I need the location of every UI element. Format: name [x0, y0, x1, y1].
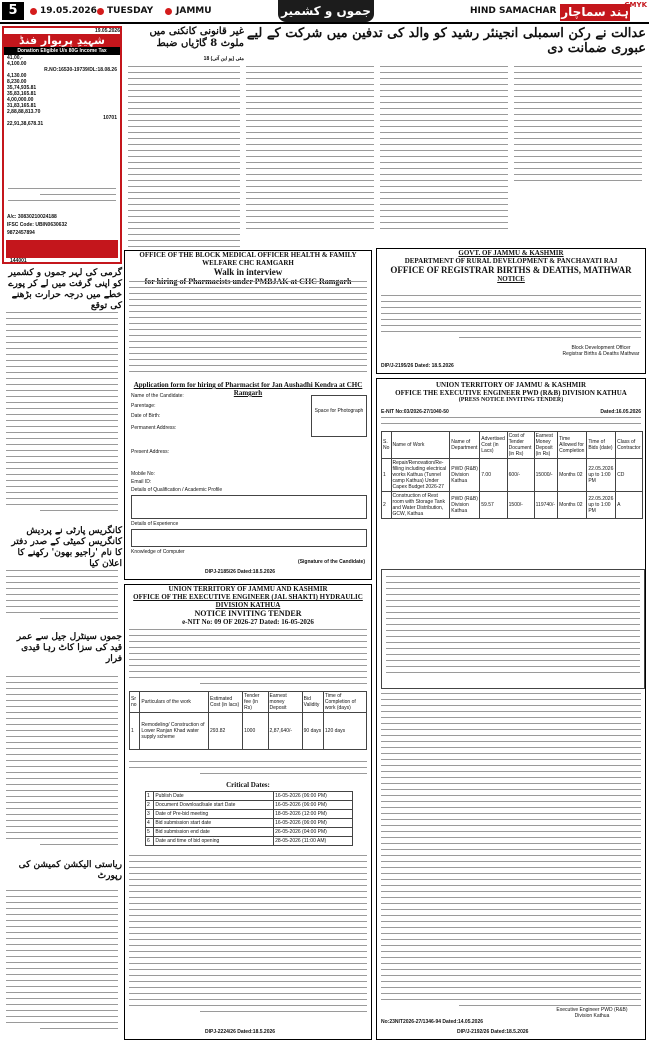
form-field-qualification: Details of Qualification / Academic Profile [131, 487, 223, 493]
table-cell: Months 02 [558, 492, 587, 519]
ad-amount: 2,88,88,813.70 [7, 109, 41, 115]
ad-amount: 10701 [103, 115, 117, 121]
headline-text: ریاستی الیکشن کمیشن کی رپورٹ [18, 860, 122, 881]
table-cell: 3 [146, 810, 154, 819]
pwd-office: OFFICE THE EXECUTIVE ENGINEER PWD (R&B) DIVISION KATHUA [395, 389, 627, 397]
walkin-title: Walk in interview [213, 267, 283, 277]
table-header: Earnest money Deposit [268, 692, 302, 713]
registrar-notice [376, 248, 646, 374]
notice-dipj: DIP/J-2195/26 Dated: 18.5.2026 [381, 363, 454, 369]
article-heatwave [2, 312, 122, 522]
form-field-computer: Knowledge of Computer [131, 549, 185, 555]
table-cell: 16-05-2026 (06:00 PM) [274, 792, 353, 801]
notice-title: NOTICE [497, 275, 525, 283]
ad-subtitle: Donation Eligible U/s 80G Income Tax [4, 47, 120, 55]
table-cell: 16-05-2026 (06:00 PM) [274, 801, 353, 810]
pwd-sub: (PRESS NOTICE INVITING TENDER) [458, 397, 564, 403]
table-cell: CD [616, 459, 643, 492]
table-cell: 59.57 [480, 492, 507, 519]
form-field-parentage: Parentage: [131, 403, 156, 409]
nit-dipj: DIPJ-2224/26 Dated:18.5.2026 [205, 1029, 276, 1035]
bullet-icon [30, 8, 37, 15]
table-header: Name of Work [391, 432, 450, 459]
ad-amount: 4,00,000.00 [7, 97, 34, 103]
table-header: Time of Completion of work (days) [323, 692, 366, 713]
table-cell: 600/- [507, 459, 534, 492]
table-cell: Publish Date [154, 792, 274, 801]
ad-account: A/c: 30830210024188 [7, 214, 57, 220]
experience-table [131, 529, 367, 547]
pwd-dates-table [381, 569, 645, 689]
top-right-headline [246, 26, 646, 62]
headline-text: غیر قانونی کانکنی میں ملوث 8 گاڑیاں ضبط [149, 26, 244, 49]
table-cell: 15000/- [534, 459, 558, 492]
article-congress [2, 570, 122, 630]
notice-dept: DEPARTMENT OF RURAL DEVELOPMENT & PANCHAYATI RAJ [404, 257, 618, 265]
photo-label: Space for Photograph [314, 408, 364, 414]
table-cell: Date of Pre-bid meeting [154, 810, 274, 819]
table-cell: 2 [146, 801, 154, 810]
ad-amount: 22,91,38,678.31 [7, 121, 44, 127]
table-header: Class of Contractor [616, 432, 643, 459]
ad-rno: R.NO:16530-19739/DL:18.08.26 [44, 67, 117, 73]
table-header: Cost of Tender Document (in Rs) [507, 432, 534, 459]
table-header: Advertised Cost (in Lacs) [480, 432, 507, 459]
table-header: Estimated Cost (in lacs) [208, 692, 242, 713]
table-cell: 120 days [323, 713, 366, 750]
table-cell: 22.05.2026 up to 1:00 PM [587, 459, 616, 492]
pwd-dated: Dated:16.05.2026 [600, 409, 641, 415]
form-field-dob: Date of Birth: [131, 413, 161, 419]
ad-amount: 35,74,935.81 [7, 85, 37, 91]
table-header: Time Allowed for Completion [558, 432, 587, 459]
ad-footer-banner [6, 240, 118, 258]
table-cell: PWD (R&B) Division Kathua [450, 492, 480, 519]
ad-amount: 35,83,165.81 [7, 91, 37, 97]
pwd-org: UNION TERRITORY OF JAMMU & KASHMIR [435, 381, 587, 389]
nit-title: NOTICE INVITING TENDER [194, 609, 302, 618]
cmyk-label: CMYK [624, 1, 647, 9]
ad-amount: 41,00,- [7, 55, 23, 61]
form-field-mobile: Mobile No: [131, 471, 155, 477]
pwd-ref: No:23NIT2026-27/1346-94 Dated:14.05.2026 [381, 1019, 484, 1025]
walkin-interview-notice [124, 250, 372, 580]
critical-dates-table [145, 791, 353, 846]
headline-congress [2, 526, 122, 569]
header-city: JAMMU [176, 6, 212, 16]
form-field-name: Name of the Candidate: [131, 393, 184, 399]
donation-ad [2, 26, 122, 264]
table-header: Time of Bids (date) [587, 432, 616, 459]
ad-pin: 144001 [10, 258, 27, 264]
nit-office: OFFICE OF THE EXECUTIVE ENGINEER (JAL SHAKTI) HYDRAULIC DIVISION KATHUA [133, 593, 363, 609]
headline-jail [2, 632, 122, 672]
ad-amount: 4,100.00 [7, 61, 27, 67]
table-header: Name of Department [450, 432, 480, 459]
table-header: S. No [382, 432, 392, 459]
table-cell: 16-05-2026 (06:00 PM) [274, 819, 353, 828]
photo-box [311, 395, 367, 437]
ad-date: 19.05.2026 [94, 28, 120, 34]
ad-ifsc: IFSC Code: UBIN0630632 [7, 222, 68, 228]
walkin-office: OFFICE OF THE BLOCK MEDICAL OFFICER HEALTH & FAMILY WELFARE CHC RAMGARH [139, 251, 357, 267]
bullet-icon [165, 8, 172, 15]
nit-ref: e-NIT No: 09 OF 2026-27 Dated: 16-05-2026 [182, 618, 314, 626]
table-cell: 6 [146, 837, 154, 846]
bullet-icon [97, 8, 104, 15]
pwd-signature: Executive Engineer PWD (R&B) Division Kathua [556, 1007, 628, 1019]
table-cell: Months 02 [558, 459, 587, 492]
nit-pwd-notice [376, 378, 646, 1040]
table-cell: 4 [146, 819, 154, 828]
table-cell: A [616, 492, 643, 519]
headline-election [2, 860, 122, 886]
table-cell: 1 [382, 459, 392, 492]
pwd-nit: E-NIT No:03/2026-27/1040-50 [381, 409, 449, 415]
article-jail [2, 676, 122, 856]
headline-text: کانگریس پارٹی نے پردیش کانگریس کمیٹی کے صدر دفتر کا نام 'راجیو بھون' رکھنے کا اعلان کیا [11, 526, 122, 569]
headline-text: گرمی کی لہر جموں و کشمیر کو اپنی گرفت میں لے کر پورے خطے میں درجہ حرارت بڑھنے کی توقع [8, 268, 122, 311]
ad-amount: 8,230.00 [7, 79, 27, 85]
table-header: Tender fee (in Rs) [243, 692, 268, 713]
table-cell: 1 [146, 792, 154, 801]
table-header: Particulars of the work [140, 692, 209, 713]
form-field-email: Email ID: [131, 479, 152, 485]
table-cell: 1000 [243, 713, 268, 750]
paper-name: HIND SAMACHAR [470, 6, 557, 16]
nit-hydraulic-notice [124, 584, 372, 1040]
critical-dates-title: Critical Dates: [226, 781, 270, 789]
dateline: 18 مئی (یو این آئی) [203, 56, 244, 62]
page-number: 5 [2, 2, 24, 20]
table-cell: 26-05-2026 (04:00 PM) [274, 828, 353, 837]
nit-org: UNION TERRITORY OF JAMMU AND KASHMIR [168, 585, 328, 593]
table-header: Sr no [130, 692, 140, 713]
table-cell: 293.82 [208, 713, 242, 750]
ad-amount: 4,130.00 [7, 73, 27, 79]
article-engineer-rashid [246, 66, 646, 244]
walkin-signature: (Signature of the Candidate) [298, 559, 365, 565]
table-cell: Repair/Renovation/Re-filling including electrical works Kathua (Tunnel camp Kathua) Under Capex Budget 2026-27 [391, 459, 450, 492]
table-cell: 90 days [302, 713, 323, 750]
form-field-present-address: Present Address: [131, 449, 170, 455]
table-cell: PWD (R&B) Division Kathua [450, 459, 480, 492]
ad-amount: 31,83,165.81 [7, 103, 37, 109]
table-header: Bid Validity [302, 692, 323, 713]
section-banner: جموں و کشمیر [278, 0, 374, 22]
walkin-dipj: DIPJ-2185/26 Dated:18.5.2026 [205, 569, 276, 575]
headline-mining [124, 26, 244, 52]
notice-govt: GOVT. OF JAMMU & KASHMIR [458, 249, 564, 257]
table-cell: 22.05.2026 up to 1:00 PM [587, 492, 616, 519]
table-cell: Bid submission end date [154, 828, 274, 837]
table-cell: Document Download/sale start Date [154, 801, 274, 810]
article-election [2, 890, 122, 1040]
nit-work-table [129, 691, 367, 750]
notice-signature: Block Development Officer Registrar Births & Deaths Mathwar [562, 345, 640, 357]
table-cell: 18-05-2026 (12:00 PM) [274, 810, 353, 819]
headline-heatwave [2, 268, 122, 311]
table-cell: Construction of Rest room with Storage Tank and Water Distribution, GCW, Kathua [391, 492, 450, 519]
header-date: 19.05.2026 [40, 6, 97, 16]
headline-text: عدالت نے رکن اسمبلی انجینئر رشید کو والد کی تدفین میں شرکت کے لیے عبوری ضمانت دی [246, 26, 646, 56]
table-cell: 28-05-2026 (11:00 AM) [274, 837, 353, 846]
table-cell: 2,87,640/- [268, 713, 302, 750]
qualification-table [131, 495, 367, 519]
table-cell: 1 [130, 713, 140, 750]
walkin-form-title: Application form for hiring of Pharmacist for Jan Aushadhi Kendra at CHC Ramgarh [133, 381, 363, 397]
notice-office: OFFICE OF REGISTRAR BIRTHS & DEATHS, MATHWAR [390, 265, 632, 275]
table-cell: Bid submission start date [154, 819, 274, 828]
table-cell: Remodeling/ Construction of Lower Ranjan Khad water supply scheme [140, 713, 209, 750]
table-cell: 1500/- [507, 492, 534, 519]
form-field-permanent-address: Permanent Address: [131, 425, 177, 431]
masthead-logo: ہند سماچار [561, 5, 629, 19]
ad-title: شہیدِ پریوار فنڈ [4, 34, 120, 47]
headline-text: جموں سینٹرل جیل سے عمر قید کی سزا کاٹ رہا قیدی فرار [16, 632, 122, 664]
header-day: TUESDAY [107, 6, 154, 16]
pwd-dipj: DIP/J-2192/26 Dated:18.5.2026 [457, 1029, 529, 1035]
form-field-experience: Details of Experience [131, 521, 179, 527]
table-cell: 7.00 [480, 459, 507, 492]
table-cell: 5 [146, 828, 154, 837]
table-cell: Date and time of bid opening [154, 837, 274, 846]
ad-phone: 9872457894 [7, 230, 35, 236]
table-header: Earnest Money Deposit (in Rs) [534, 432, 558, 459]
pwd-work-table [381, 431, 643, 519]
table-cell: 119740/- [534, 492, 558, 519]
table-cell: 2 [382, 492, 392, 519]
